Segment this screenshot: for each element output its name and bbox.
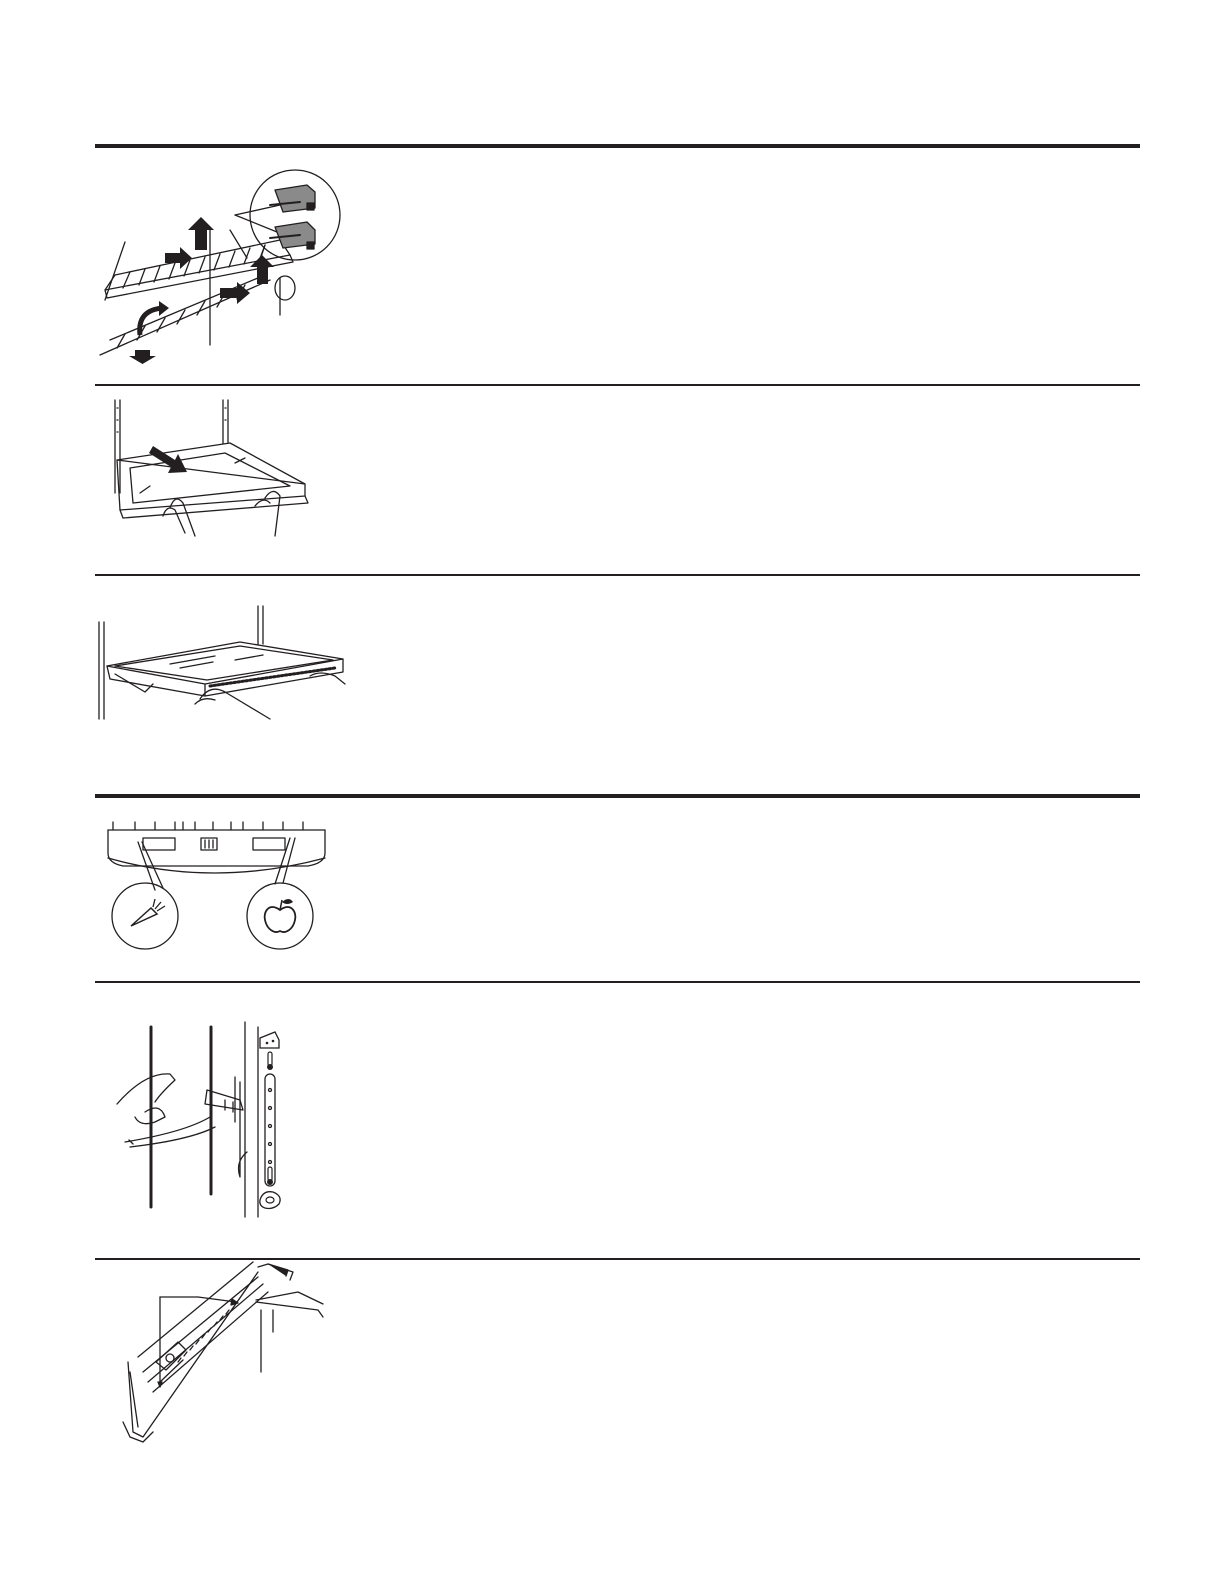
cheese-icon: [260, 1032, 279, 1048]
section-divider: [95, 1258, 1140, 1260]
curved-arrow-icon: [140, 301, 169, 335]
apple-icon: [265, 899, 296, 932]
spillproof-shelf-illustration: [95, 604, 345, 724]
diagonal-arrow-icon: [149, 446, 187, 473]
up-arrow-icon: [188, 217, 214, 250]
section-divider-top: [95, 144, 1140, 148]
thermometer-icon: [267, 1052, 273, 1070]
section-divider: [95, 574, 1140, 576]
section-divider: [95, 384, 1140, 386]
wire-shelf-removal-illustration: [95, 170, 345, 365]
drawer-slide-rail-illustration: [118, 1262, 328, 1444]
meat-icon: [260, 1192, 280, 1209]
meat-pan-temperature-control-illustration: [115, 1022, 295, 1217]
right-arrow-icon: [220, 282, 250, 304]
right-arrow-icon: [165, 247, 192, 269]
section-divider-major: [95, 794, 1140, 798]
carrot-icon: [131, 899, 165, 926]
up-arrow-icon: [250, 255, 274, 284]
thermometer-icon: [267, 1167, 273, 1185]
crisper-humidity-control-illustration: [103, 818, 328, 953]
section-divider: [95, 981, 1140, 983]
down-arrow-icon: [129, 350, 156, 364]
glass-shelf-slide-out-illustration: [105, 398, 325, 538]
